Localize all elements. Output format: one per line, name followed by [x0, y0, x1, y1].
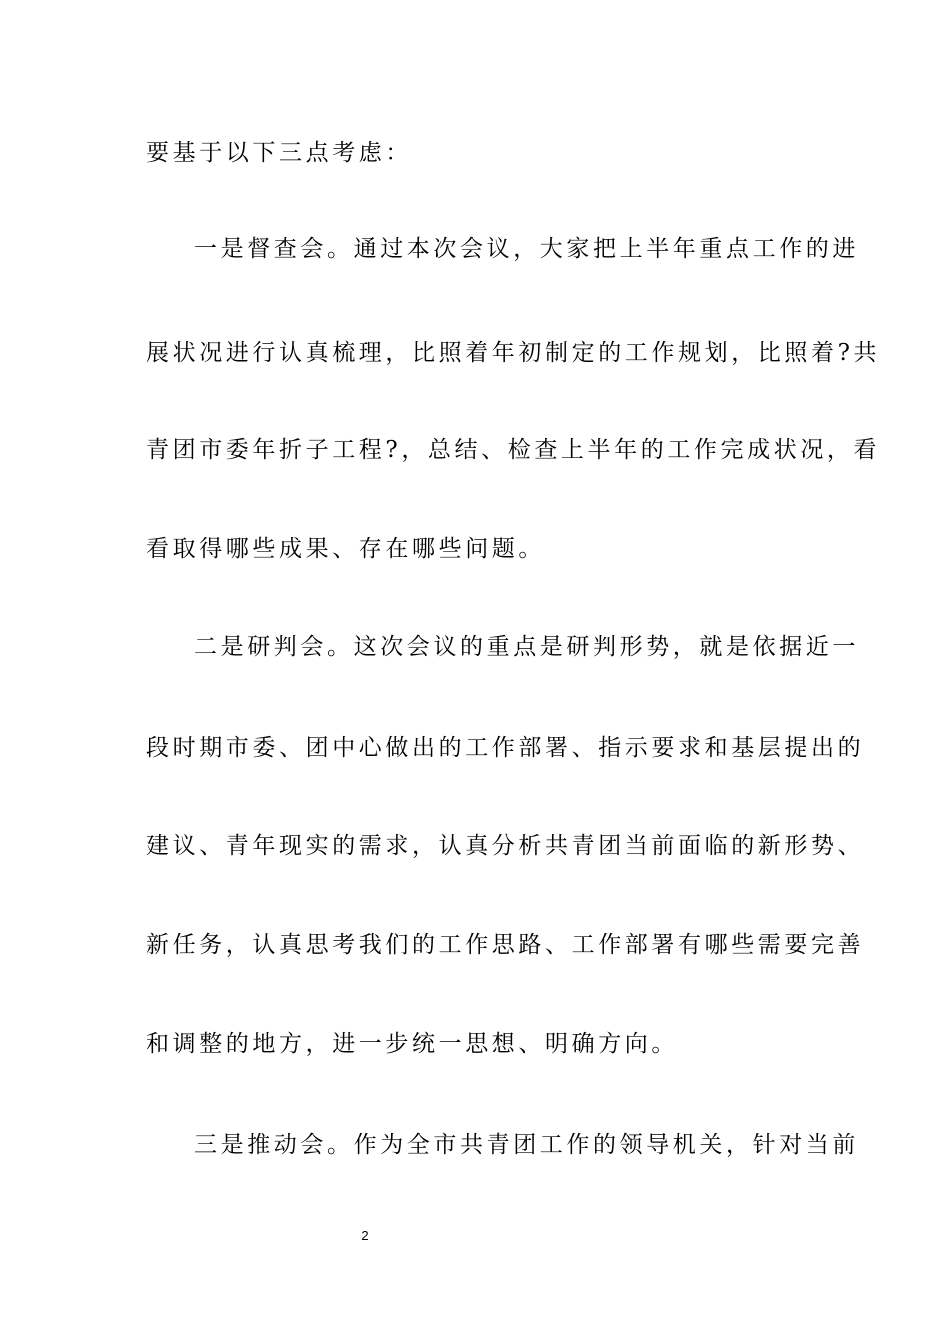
paragraph-3-line-1: 三是推动会。作为全市共青团工作的领导机关，针对当前: [194, 1132, 859, 1158]
text-line-1: 要基于以下三点考虑：: [146, 140, 412, 166]
paragraph-1-line-1: 一是督查会。通过本次会议，大家把上半年重点工作的进: [194, 236, 859, 262]
paragraph-1-line-2: 展状况进行认真梳理，比照着年初制定的工作规划，比照着?共: [146, 340, 881, 366]
paragraph-2-line-4: 新任务，认真思考我们的工作思路、工作部署有哪些需要完善: [146, 932, 865, 958]
paragraph-2-line-1: 二是研判会。这次会议的重点是研判形势，就是依据近一: [194, 634, 859, 660]
paragraph-1-line-3: 青团市委年折子工程?，总结、检查上半年的工作完成状况，看: [146, 437, 881, 463]
paragraph-2-line-3: 建议、青年现实的需求，认真分析共青团当前面临的新形势、: [146, 833, 865, 859]
paragraph-1-line-4: 看取得哪些成果、存在哪些问题。: [146, 536, 545, 562]
paragraph-2-line-2: 段时期市委、团中心做出的工作部署、指示要求和基层提出的: [146, 735, 865, 761]
paragraph-2-line-5: 和调整的地方，进一步统一思想、明确方向。: [146, 1031, 678, 1057]
page-number: 2: [361, 1228, 369, 1243]
